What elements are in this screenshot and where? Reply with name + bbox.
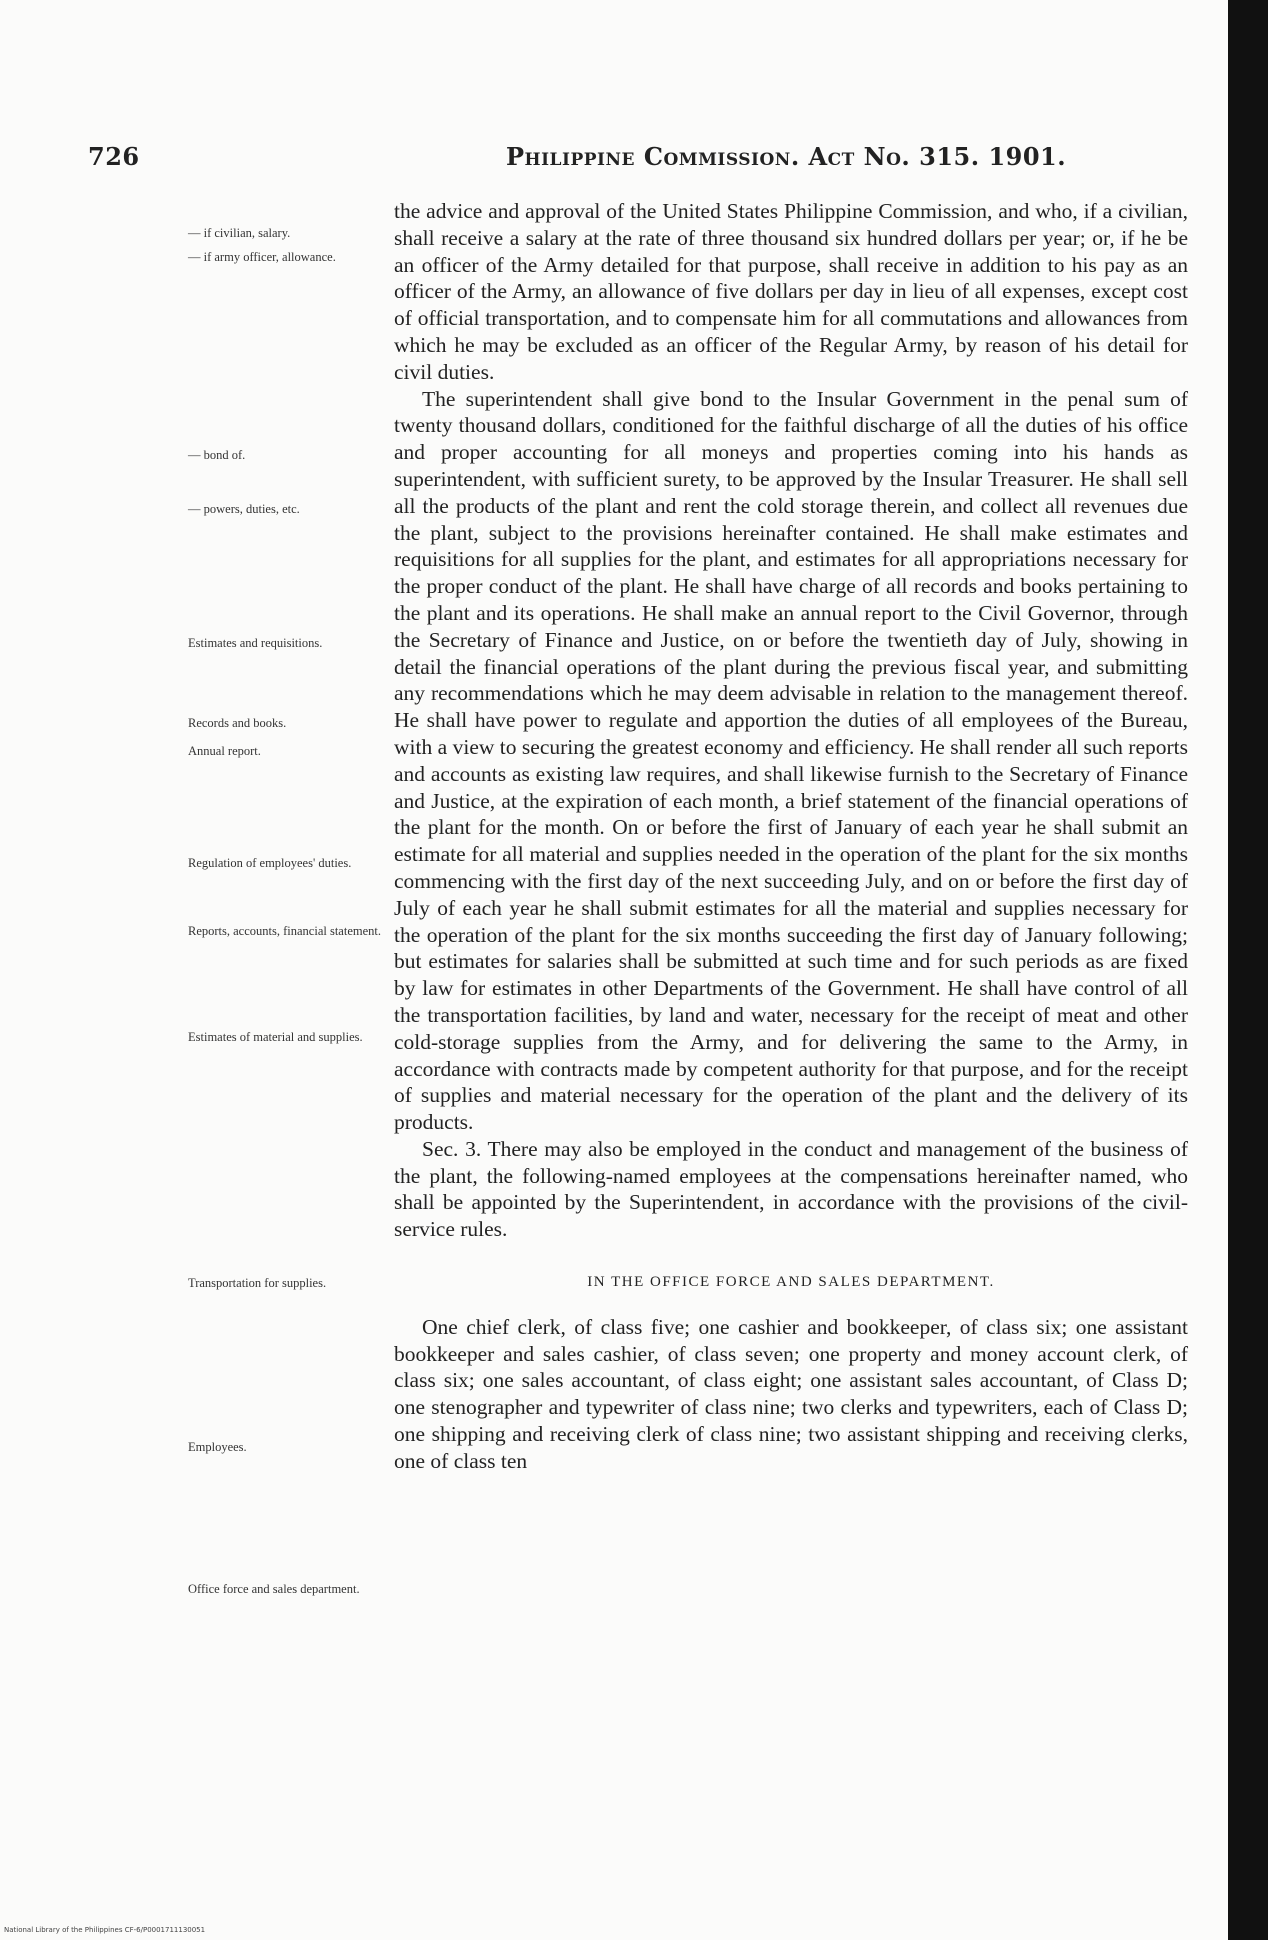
margin-note: — powers, duties, etc. xyxy=(188,502,300,516)
margin-note: Estimates and requisitions. xyxy=(188,636,323,650)
margin-note: Transportation for supplies. xyxy=(188,1276,327,1290)
section-heading: IN THE OFFICE FORCE AND SALES DEPARTMENT. xyxy=(587,1274,995,1291)
margin-note: — if civilian, salary. xyxy=(188,226,291,240)
margin-note: — if army officer, allowance. xyxy=(188,250,336,264)
margin-note: — bond of. xyxy=(188,448,246,462)
body-paragraph: the advice and approval of the United States Philippine Commission, and who, if a civilian, shall receive a salary at the rate of three thousand six hundred dollars per year; or, if he be an officer of the Army detailed for that purpose, shall receive in addition to his pay as an officer of the Army, an allowance of five dollars per day in lieu of all expenses, except cost of official transportation, and to compensate him for all commutations and allowances from which he may be excluded as an officer of the Regular Army, by reason of his detail for civil duties. xyxy=(394,199,1188,384)
page-number: 726 xyxy=(88,142,140,171)
running-head: Philippine Commission. Act No. 315. 1901. xyxy=(506,142,1067,171)
margin-note: Employees. xyxy=(188,1440,247,1454)
section-3-paragraph: Sec. 3. There may also be employed in the conduct and management of the business of the plant, the following-named employees at the compensations hereinafter named, who shall be appointed by the Superintendent, in accordance with the provisions of the civil-service rules. xyxy=(394,1136,1188,1242)
employees-list-paragraph: One chief clerk, of class five; one cashier and bookkeeper, of class six; one assistant bookkeeper and sales cashier, of class seven; one property and money account clerk, of class six; one sales accountant, of class eight; one assistant sales accountant, of Class D; one stenographer and typewriter of class nine; two clerks and typewriters, each of Class D; one shipping and receiving clerk of class nine; two assistant shipping and receiving clerks, one of class ten xyxy=(394,1314,1188,1473)
margin-note: Regulation of employees' duties. xyxy=(188,856,352,870)
margin-note: Records and books. xyxy=(188,716,287,730)
margin-note: Office force and sales department. xyxy=(188,1582,360,1596)
margin-note: Annual report. xyxy=(188,744,261,758)
body-paragraph: The superintendent shall give bond to the Insular Government in the penal sum of twenty thousand dollars, conditioned for the faithful discharge of all the duties of his office and proper accounting for all moneys and properties coming into his hands as superintendent, with sufficient surety, to be approved by the Insular Treasurer. He shall sell all the products of the plant and rent the cold storage therein, and collect all revenues due the plant, subject to the provisions hereinafter contained. He shall make estimates and requisitions for all supplies for the plant, and estimates for all appropriations necessary for the proper conduct of the plant. He shall have charge of all records and books pertaining to the plant and its operations. He shall make an annual report to the Civil Governor, through the Secretary of Finance and Justice, on or before the twentieth day of July, showing in detail the financial operations of the plant during the previous fiscal year, and submitting any recommendations which he may deem advisable in relation to the management thereof. He shall have power to regulate and apportion the duties of all employees of the Bureau, with a view to securing the greatest economy and efficiency. He shall render all such reports and accounts as existing law requires, and shall likewise furnish to the Secretary of Finance and Justice, at the expiration of each month, a brief statement of the financial operations of the plant for the month. On or before the first of January of each year he shall submit an estimate for all material and supplies needed in the operation of the plant for the six months commencing with the first day of the next succeeding July, and on or before the first day of July of each year he shall submit estimates for all the material and supplies necessary for the operation of the plant for the six months succeeding the first day of January following; but estimates for salaries shall be submitted at such time and for such periods as are fixed by law for estimates in other Departments of the Government. He shall have control of all the transportation facilities, by land and water, necessary for the receipt of meat and other cold-storage supplies from the Army, and for delivering the same to the Army, in accordance with contracts made by competent authority for that purpose, and for the receipt of supplies and material necessary for the operation of the plant and the delivery of its products. xyxy=(394,386,1188,1135)
scan-edge xyxy=(1228,0,1268,1940)
margin-note: Reports, accounts, financial statement. xyxy=(188,924,381,938)
scan-footer: National Library of the Philippines CF-6/P0001711130051 xyxy=(4,1926,206,1934)
margin-note: Estimates of material and supplies. xyxy=(188,1030,363,1044)
main-text xyxy=(394,198,1188,1475)
